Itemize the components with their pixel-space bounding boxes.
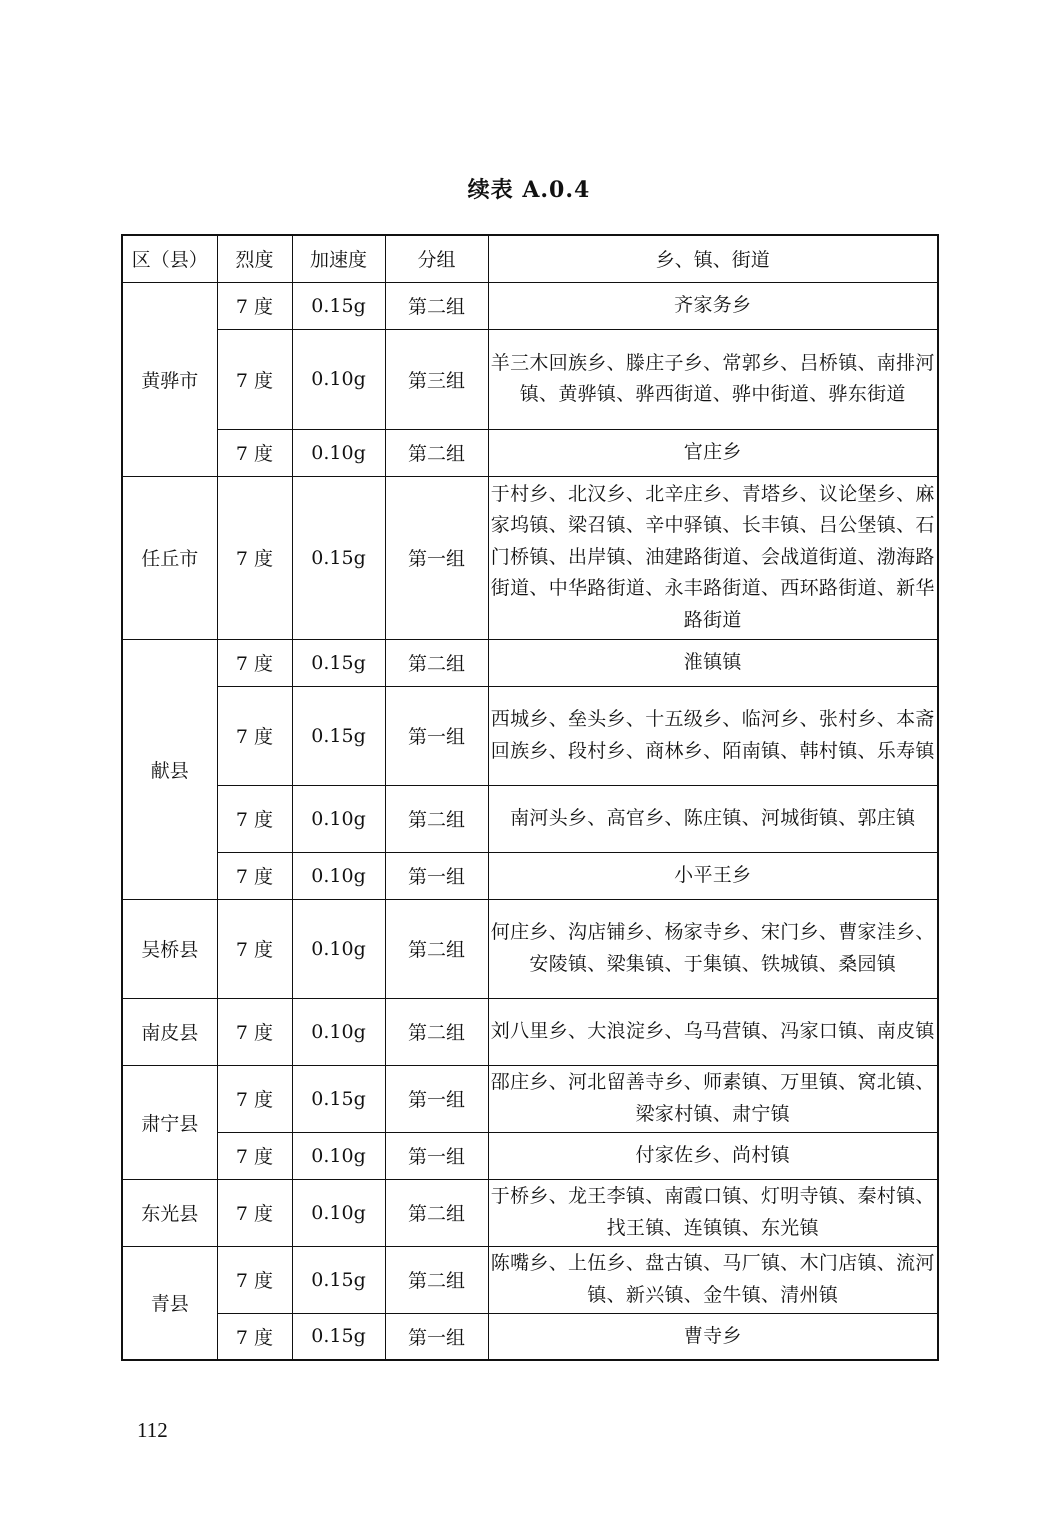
district-cell: 任丘市	[122, 476, 217, 639]
intensity-cell: 7 度	[217, 852, 292, 899]
intensity-cell: 7 度	[217, 639, 292, 686]
towns-cell: 于村乡、北汉乡、北辛庄乡、青塔乡、议论堡乡、麻家坞镇、梁召镇、辛中驿镇、长丰镇、吕公堡镇、石门桥镇、出岸镇、油建路街道、会战道街道、渤海路街道、中华路街道、永丰路街道、西环路街道、新华路街道	[488, 476, 938, 639]
intensity-cell: 7 度	[217, 429, 292, 476]
header-acceleration: 加速度	[292, 235, 385, 282]
header-towns: 乡、镇、街道	[488, 235, 938, 282]
header-group: 分组	[385, 235, 488, 282]
towns-cell: 刘八里乡、大浪淀乡、乌马营镇、冯家口镇、南皮镇	[488, 998, 938, 1065]
towns-cell: 何庄乡、沟店铺乡、杨家寺乡、宋门乡、曹家洼乡、安陵镇、梁集镇、于集镇、铁城镇、桑园镇	[488, 899, 938, 998]
district-cell: 吴桥县	[122, 899, 217, 998]
table-row	[122, 998, 938, 1065]
intensity-cell: 7 度	[217, 1132, 292, 1179]
towns-cell: 付家佐乡、尚村镇	[488, 1132, 938, 1179]
intensity-cell: 7 度	[217, 1246, 292, 1313]
table-header-row	[122, 235, 938, 282]
acceleration-cell: 0.15g	[292, 639, 385, 686]
towns-cell: 羊三木回族乡、滕庄子乡、常郭乡、吕桥镇、南排河镇、黄骅镇、骅西街道、骅中街道、骅东街道	[488, 329, 938, 429]
table-row	[122, 852, 938, 899]
district-cell: 肃宁县	[122, 1065, 217, 1179]
group-cell: 第一组	[385, 686, 488, 785]
towns-cell: 淮镇镇	[488, 639, 938, 686]
acceleration-cell: 0.15g	[292, 1065, 385, 1132]
seismic-zoning-table	[121, 234, 939, 1361]
district-cell: 青县	[122, 1246, 217, 1360]
group-cell: 第二组	[385, 998, 488, 1065]
intensity-cell: 7 度	[217, 1313, 292, 1360]
group-cell: 第二组	[385, 639, 488, 686]
acceleration-cell: 0.15g	[292, 1313, 385, 1360]
table-row	[122, 639, 938, 686]
group-cell: 第二组	[385, 429, 488, 476]
intensity-cell: 7 度	[217, 899, 292, 998]
table-row	[122, 429, 938, 476]
table-row	[122, 1179, 938, 1246]
acceleration-cell: 0.10g	[292, 429, 385, 476]
table-row	[122, 282, 938, 329]
district-cell: 黄骅市	[122, 282, 217, 476]
acceleration-cell: 0.10g	[292, 1132, 385, 1179]
group-cell: 第一组	[385, 1065, 488, 1132]
group-cell: 第二组	[385, 1179, 488, 1246]
group-cell: 第二组	[385, 1246, 488, 1313]
intensity-cell: 7 度	[217, 686, 292, 785]
towns-cell: 曹寺乡	[488, 1313, 938, 1360]
towns-cell: 西城乡、垒头乡、十五级乡、临河乡、张村乡、本斋回族乡、段村乡、商林乡、陌南镇、韩村镇、乐寿镇	[488, 686, 938, 785]
table-row	[122, 1065, 938, 1132]
table-body	[122, 282, 938, 1360]
group-cell: 第二组	[385, 899, 488, 998]
acceleration-cell: 0.10g	[292, 785, 385, 852]
table-row	[122, 686, 938, 785]
group-cell: 第二组	[385, 282, 488, 329]
acceleration-cell: 0.10g	[292, 899, 385, 998]
towns-cell: 邵庄乡、河北留善寺乡、师素镇、万里镇、窝北镇、梁家村镇、肃宁镇	[488, 1065, 938, 1132]
towns-cell: 陈嘴乡、上伍乡、盘古镇、马厂镇、木门店镇、流河镇、新兴镇、金牛镇、清州镇	[488, 1246, 938, 1313]
intensity-cell: 7 度	[217, 329, 292, 429]
table-row	[122, 476, 938, 639]
intensity-cell: 7 度	[217, 476, 292, 639]
acceleration-cell: 0.10g	[292, 998, 385, 1065]
intensity-cell: 7 度	[217, 282, 292, 329]
acceleration-cell: 0.10g	[292, 329, 385, 429]
table-row	[122, 899, 938, 998]
group-cell: 第一组	[385, 852, 488, 899]
district-cell: 东光县	[122, 1179, 217, 1246]
intensity-cell: 7 度	[217, 1065, 292, 1132]
group-cell: 第一组	[385, 1132, 488, 1179]
intensity-cell: 7 度	[217, 785, 292, 852]
page-number: 112	[137, 1418, 168, 1442]
table-row	[122, 1313, 938, 1360]
header-intensity: 烈度	[217, 235, 292, 282]
towns-cell: 于桥乡、龙王李镇、南霞口镇、灯明寺镇、秦村镇、找王镇、连镇镇、东光镇	[488, 1179, 938, 1246]
towns-cell: 小平王乡	[488, 852, 938, 899]
towns-cell: 官庄乡	[488, 429, 938, 476]
table-row	[122, 1132, 938, 1179]
group-cell: 第三组	[385, 329, 488, 429]
acceleration-cell: 0.15g	[292, 282, 385, 329]
acceleration-cell: 0.15g	[292, 476, 385, 639]
acceleration-cell: 0.15g	[292, 686, 385, 785]
table-row	[122, 329, 938, 429]
towns-cell: 南河头乡、高官乡、陈庄镇、河城街镇、郭庄镇	[488, 785, 938, 852]
acceleration-cell: 0.10g	[292, 1179, 385, 1246]
table-row	[122, 785, 938, 852]
district-cell: 南皮县	[122, 998, 217, 1065]
acceleration-cell: 0.15g	[292, 1246, 385, 1313]
group-cell: 第一组	[385, 476, 488, 639]
intensity-cell: 7 度	[217, 1179, 292, 1246]
group-cell: 第二组	[385, 785, 488, 852]
group-cell: 第一组	[385, 1313, 488, 1360]
towns-cell: 齐家务乡	[488, 282, 938, 329]
district-cell: 献县	[122, 639, 217, 899]
acceleration-cell: 0.10g	[292, 852, 385, 899]
table-row	[122, 1246, 938, 1313]
header-district: 区（县）	[122, 235, 217, 282]
intensity-cell: 7 度	[217, 998, 292, 1065]
table-title: 续表 A.0.4	[467, 177, 591, 203]
